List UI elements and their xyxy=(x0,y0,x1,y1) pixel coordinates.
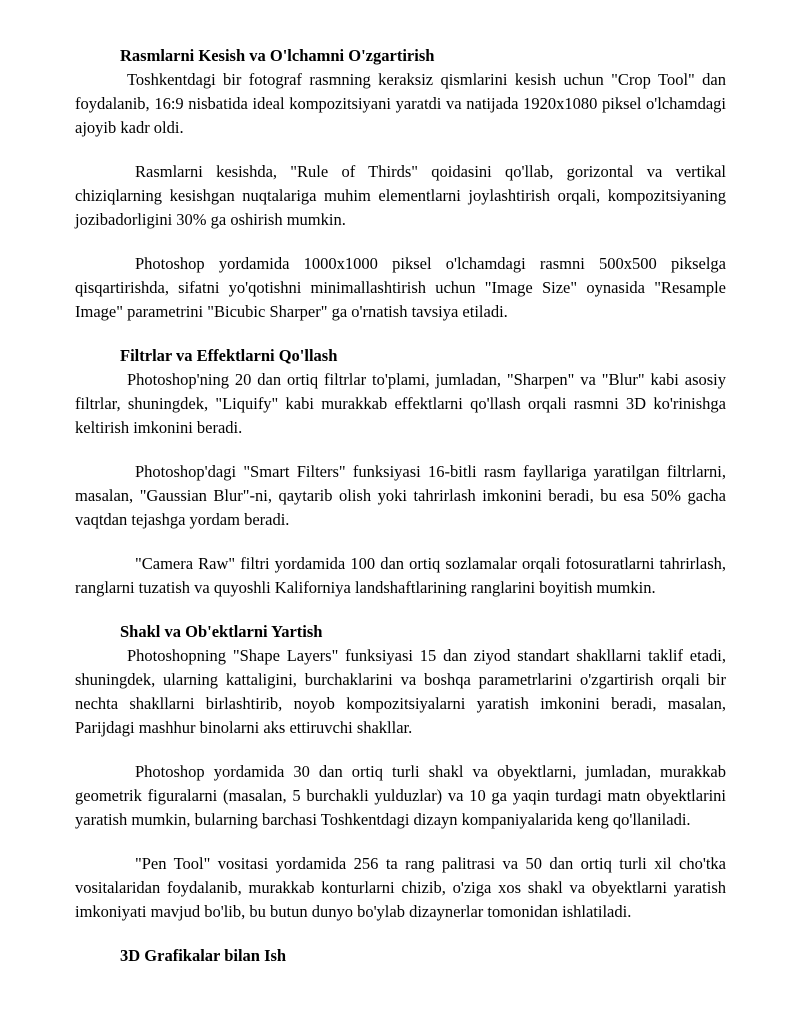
paragraph: Rasmlarni kesishda, "Rule of Thirds" qoidasini qo'llab, gorizontal va vertikal chiziqlarning kesishgan nuqtalariga muhim elementlarni joylashtirish orqali, kompozitsiyaning jozibadorligini 30% ga oshirish mumkin. xyxy=(75,162,726,229)
paragraph: "Camera Raw" filtri yordamida 100 dan ortiq sozlamalar orqali fotosuratlarni tahrirlash, ranglarni tuzatish va quyoshli Kaliforniya landshaftlarining ranglarini boyitish mumkin. xyxy=(75,554,726,597)
section-filters xyxy=(75,344,726,600)
paragraph: Photoshopning "Shape Layers" funksiyasi 15 dan ziyod standart shakllarni taklif etadi, shuningdek, ularning kattaligini, burchaklarini va boshqa parametrlarini o'zgartirish orqali bir nechta shakllarni birlashtirib, noyob kompozitsiyalarni yaratish imkonini beradi, masalan, Parijdagi mashhur binolarni aks ettiruvchi shakllar. xyxy=(75,646,726,737)
section-3d xyxy=(75,944,726,968)
paragraph: Photoshop'dagi "Smart Filters" funksiyasi 16-bitli rasm fayllariga yaratilgan filtrlarni, masalan, "Gaussian Blur"-ni, qaytarib olish yoki tahrirlash imkonini beradi, bu esa 50% gacha vaqtdan tejashga yordam beradi. xyxy=(75,462,726,529)
paragraph: Photoshop yordamida 1000x1000 piksel o'lchamdagi rasmni 500x500 pikselga qisqartirishda, sifatni yo'qotishni minimallashtirish uchun "Image Size" oynasida "Resample Image" parametrini "Bicubic Sharper" ga o'rnatish tavsiya etiladi. xyxy=(75,254,726,321)
paragraph: Photoshop yordamida 30 dan ortiq turli shakl va obyektlarni, jumladan, murakkab geometrik figuralarni (masalan, 5 burchakli yulduzlar) va 10 ga yaqin turdagi matn obyektlarini yaratish mumkin, bularning barchasi Toshkentdagi dizayn kompaniyalarida keng qo'llaniladi. xyxy=(75,762,726,829)
paragraph: Toshkentdagi bir fotograf rasmning keraksiz qismlarini kesish uchun "Crop Tool" dan foydalanib, 16:9 nisbatida ideal kompozitsiyani yaratdi va natijada 1920x1080 piksel o'lchamdagi ajoyib kadr oldi. xyxy=(75,70,726,137)
section-heading: Rasmlarni Kesish va O'lchamni O'zgartirish xyxy=(120,46,435,65)
document-page xyxy=(75,44,726,988)
paragraph: Photoshop'ning 20 dan ortiq filtrlar to'plami, jumladan, "Sharpen" va "Blur" kabi asosiy filtrlar, shuningdek, "Liquify" kabi murakkab effektlarni qo'llash orqali rasmni 3D ko'rinishga keltirish imkonini beradi. xyxy=(75,370,726,437)
section-heading: 3D Grafikalar bilan Ish xyxy=(120,946,287,965)
section-heading: Shakl va Ob'ektlarni Yartish xyxy=(120,622,323,641)
section-shapes xyxy=(75,620,726,924)
paragraph: "Pen Tool" vositasi yordamida 256 ta rang palitrasi va 50 dan ortiq turli xil cho'tka vositalaridan foydalanib, murakkab konturlarni chizib, o'ziga xos shakl va obyektlarni yaratish imkoniyati mavjud bo'lib, bu butun dunyo bo'ylab dizaynerlar tomonidan ishlatiladi. xyxy=(75,854,726,921)
section-cropping xyxy=(75,44,726,324)
section-heading: Filtrlar va Effektlarni Qo'llash xyxy=(120,346,338,365)
